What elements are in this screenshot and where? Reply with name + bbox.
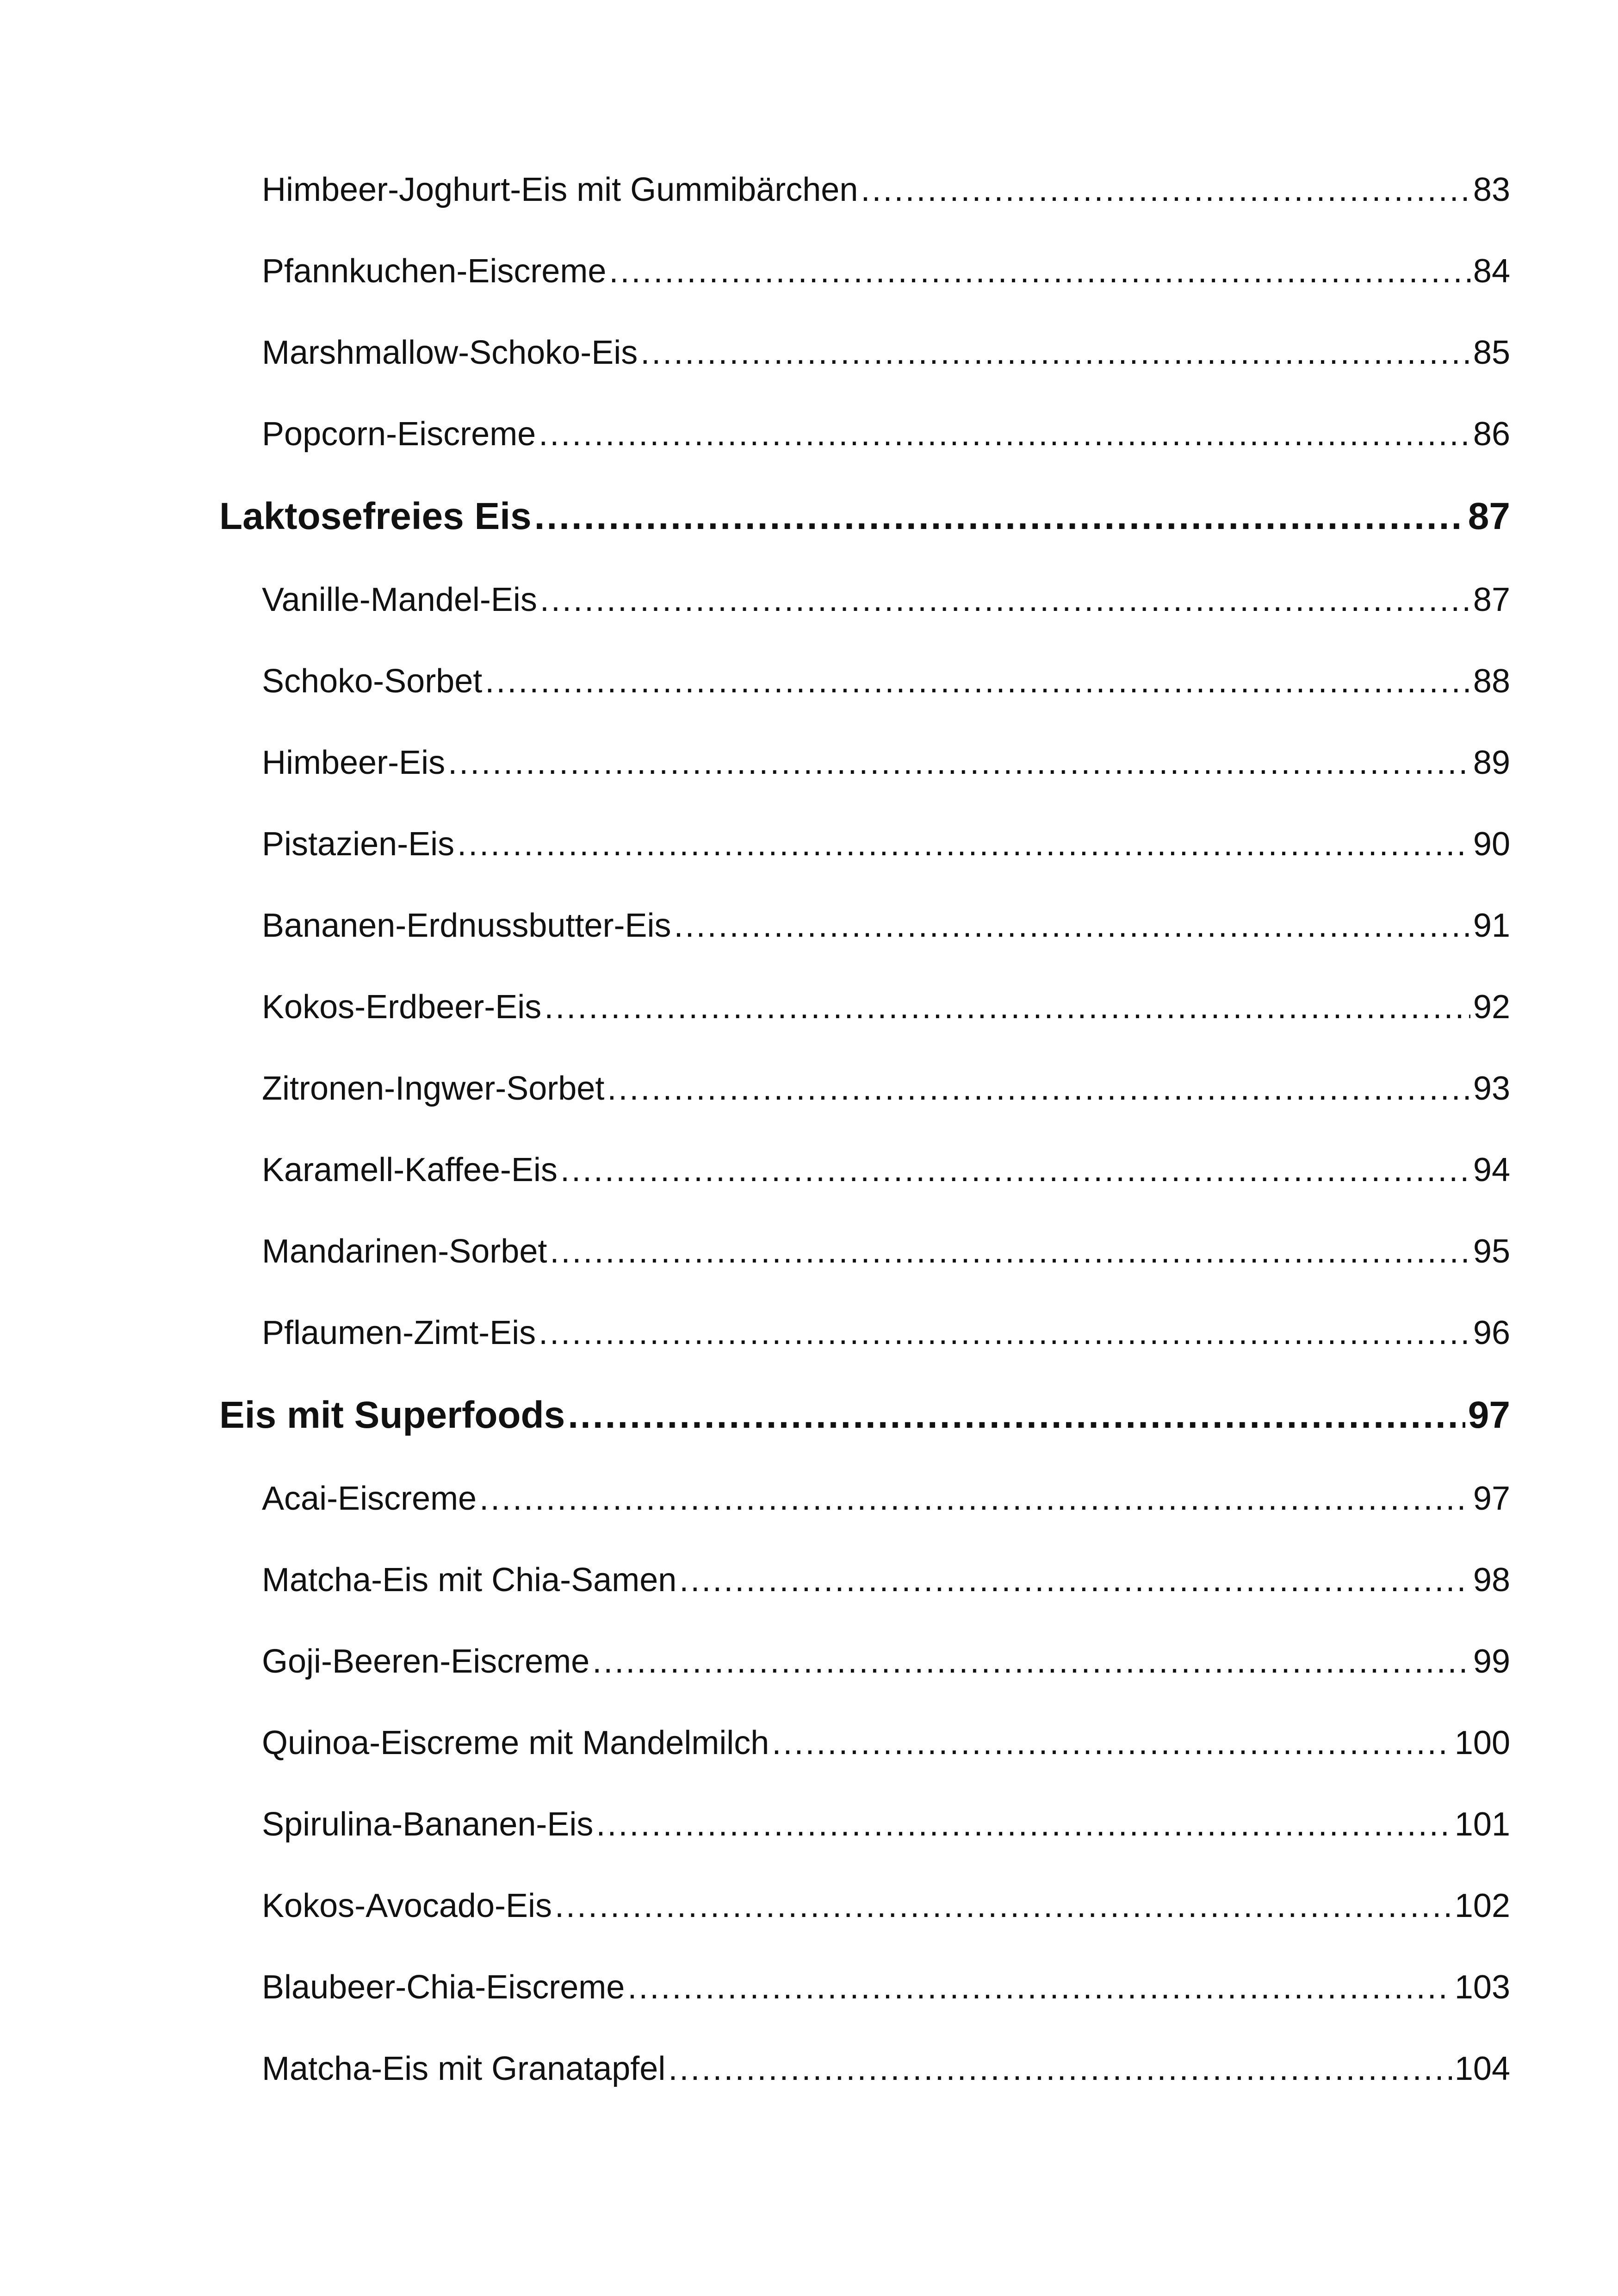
dot-leader <box>479 1471 1470 1526</box>
dot-leader <box>607 1061 1470 1116</box>
toc-entry-page: 91 <box>1473 907 1510 944</box>
toc-entry-title: Matcha-Eis mit Granatapfel <box>262 2050 666 2087</box>
toc-entry-page: 83 <box>1473 171 1510 208</box>
toc-entry-title: Goji-Beeren-Eiscreme <box>262 1643 590 1680</box>
dot-leader <box>539 406 1470 462</box>
toc-entry-title: Pflaumen-Zimt-Eis <box>262 1314 536 1351</box>
dot-leader <box>861 162 1470 218</box>
toc-entry-page: 85 <box>1473 334 1510 371</box>
dot-leader <box>448 735 1470 790</box>
toc-entry-title: Matcha-Eis mit Chia-Samen <box>262 1562 677 1599</box>
dot-leader <box>609 243 1470 299</box>
toc-entry-title: Kokos-Erdbeer-Eis <box>262 989 542 1026</box>
toc-entry[interactable] <box>219 243 1510 325</box>
dot-leader <box>568 1387 1465 1444</box>
toc-entry-page: 103 <box>1454 1969 1510 2006</box>
toc-entry-title: Karamell-Kaffee-Eis <box>262 1151 558 1188</box>
toc-entry-page: 95 <box>1473 1233 1510 1270</box>
toc-entry-page: 93 <box>1473 1070 1510 1107</box>
toc-entry[interactable] <box>219 1552 1510 1634</box>
toc-entry-page: 87 <box>1473 581 1510 618</box>
toc-entry[interactable] <box>219 1634 1510 1715</box>
dot-leader <box>679 1552 1470 1608</box>
toc-entry[interactable] <box>219 2041 1510 2122</box>
toc-section-heading[interactable] <box>219 1387 1510 1471</box>
table-of-contents <box>219 162 1510 2122</box>
dot-leader <box>668 2041 1452 2097</box>
toc-entry[interactable] <box>219 1960 1510 2041</box>
dot-leader <box>640 325 1470 380</box>
dot-leader <box>540 572 1470 628</box>
toc-entry[interactable] <box>219 1715 1510 1797</box>
toc-entry-page: 90 <box>1473 826 1510 863</box>
toc-entry-title: Acai-Eiscreme <box>262 1480 477 1517</box>
dot-leader <box>485 653 1470 709</box>
dot-leader <box>457 816 1470 872</box>
toc-entry-page: 102 <box>1454 1887 1510 1924</box>
dot-leader <box>560 1142 1470 1198</box>
toc-entry[interactable] <box>219 898 1510 979</box>
toc-entry-page: 86 <box>1473 416 1510 453</box>
toc-entry-title: Pfannkuchen-Eiscreme <box>262 253 607 290</box>
toc-entry[interactable] <box>219 816 1510 898</box>
toc-entry-page: 94 <box>1473 1151 1510 1188</box>
toc-entry-page: 104 <box>1454 2050 1510 2087</box>
toc-entry-title: Zitronen-Ingwer-Sorbet <box>262 1070 605 1107</box>
dot-leader <box>534 488 1465 545</box>
toc-entry-title: Popcorn-Eiscreme <box>262 416 536 453</box>
toc-entry-page: 100 <box>1454 1724 1510 1761</box>
toc-entry-title: Kokos-Avocado-Eis <box>262 1887 552 1924</box>
dot-leader <box>627 1960 1452 2015</box>
toc-entry-page: 92 <box>1473 989 1510 1026</box>
dot-leader <box>555 1878 1452 1934</box>
toc-entry-page: 88 <box>1473 663 1510 700</box>
toc-entry[interactable] <box>219 1305 1510 1387</box>
toc-section-title: Laktosefreies Eis <box>219 495 532 537</box>
toc-entry[interactable] <box>219 979 1510 1061</box>
toc-entry-page: 99 <box>1473 1643 1510 1680</box>
toc-entry[interactable] <box>219 1224 1510 1305</box>
toc-entry-page: 101 <box>1454 1806 1510 1843</box>
dot-leader <box>772 1715 1452 1771</box>
toc-entry-title: Bananen-Erdnussbutter-Eis <box>262 907 671 944</box>
toc-entry[interactable] <box>219 735 1510 816</box>
toc-section-title: Eis mit Superfoods <box>219 1394 565 1436</box>
toc-entry-page: 98 <box>1473 1562 1510 1599</box>
toc-section-page: 87 <box>1468 495 1510 537</box>
toc-entry-page: 89 <box>1473 744 1510 781</box>
dot-leader <box>550 1224 1470 1279</box>
toc-entry-title: Vanille-Mandel-Eis <box>262 581 537 618</box>
toc-entry-title: Marshmallow-Schoko-Eis <box>262 334 638 371</box>
toc-entry-title: Himbeer-Eis <box>262 744 446 781</box>
toc-entry-page: 96 <box>1473 1314 1510 1351</box>
toc-section-page: 97 <box>1468 1394 1510 1436</box>
toc-entry[interactable] <box>219 1142 1510 1224</box>
toc-entry-title: Spirulina-Bananen-Eis <box>262 1806 594 1843</box>
toc-entry[interactable] <box>219 325 1510 406</box>
toc-entry[interactable] <box>219 406 1510 488</box>
toc-entry-title: Blaubeer-Chia-Eiscreme <box>262 1969 625 2006</box>
dot-leader <box>539 1305 1470 1361</box>
toc-entry-title: Quinoa-Eiscreme mit Mandelmilch <box>262 1724 769 1761</box>
dot-leader <box>596 1797 1451 1852</box>
toc-entry[interactable] <box>219 653 1510 735</box>
toc-entry[interactable] <box>219 1061 1510 1142</box>
toc-entry-title: Pistazien-Eis <box>262 826 455 863</box>
toc-entry-title: Mandarinen-Sorbet <box>262 1233 547 1270</box>
toc-entry[interactable] <box>219 1471 1510 1552</box>
dot-leader <box>674 898 1470 953</box>
toc-entry-page: 97 <box>1473 1480 1510 1517</box>
toc-entry[interactable] <box>219 1797 1510 1878</box>
toc-entry-page: 84 <box>1473 253 1510 290</box>
toc-entry[interactable] <box>219 1878 1510 1960</box>
toc-section-heading[interactable] <box>219 488 1510 572</box>
toc-entry-title: Himbeer-Joghurt-Eis mit Gummibärchen <box>262 171 858 208</box>
dot-leader <box>544 979 1470 1035</box>
dot-leader <box>592 1634 1470 1689</box>
toc-entry[interactable] <box>219 162 1510 243</box>
toc-entry-title: Schoko-Sorbet <box>262 663 483 700</box>
toc-entry[interactable] <box>219 572 1510 653</box>
